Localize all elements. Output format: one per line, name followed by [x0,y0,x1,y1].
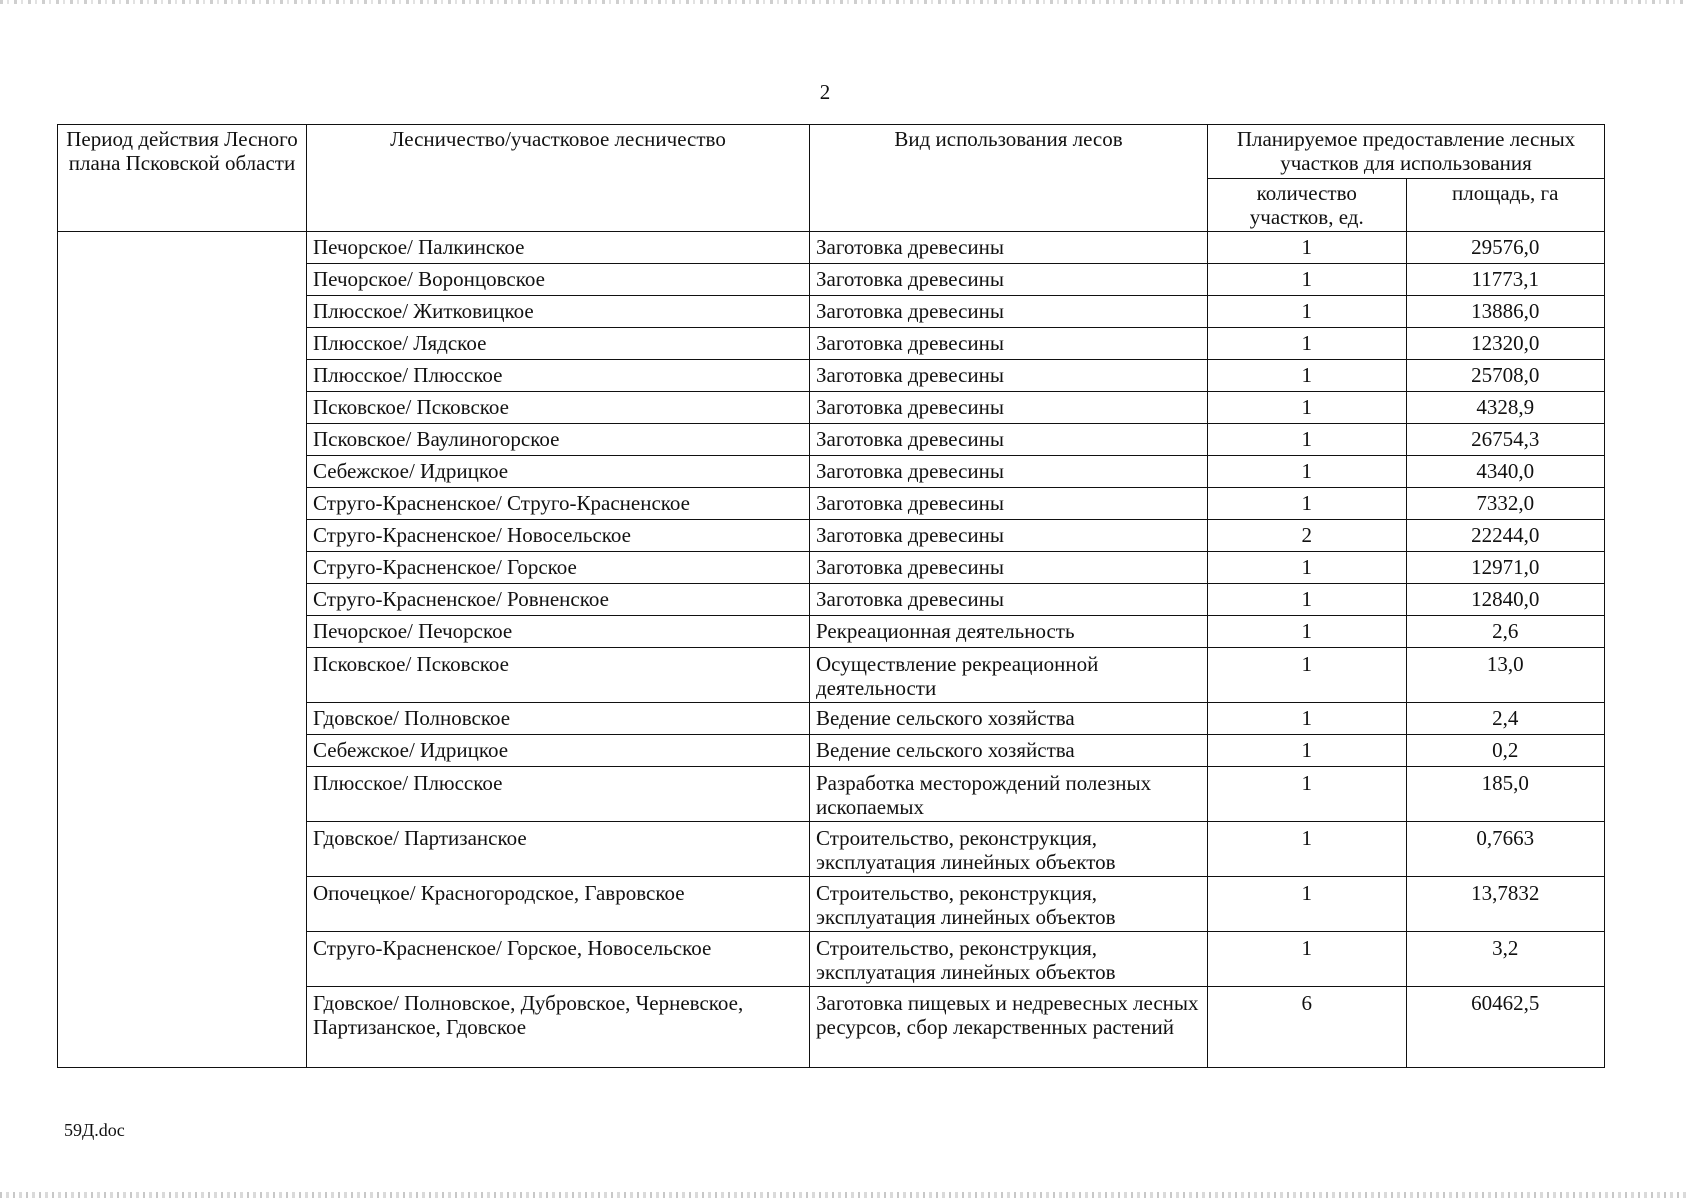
count-cell: 1 [1208,328,1407,360]
district-cell: Струго-Красненское/ Новосельское [307,520,810,552]
header-period: Период действия Лесного плана Псковской области [58,125,307,232]
area-cell: 12320,0 [1406,328,1605,360]
usage-cell: Рекреационная деятельность [810,616,1208,648]
footer-file-name: 59Д.doc [64,1120,125,1140]
area-cell: 4328,9 [1406,392,1605,424]
count-cell: 1 [1208,932,1407,987]
count-cell: 1 [1208,822,1407,877]
count-cell: 1 [1208,392,1407,424]
area-cell: 3,2 [1406,932,1605,987]
scan-edge-top [0,0,1686,4]
count-cell: 1 [1208,616,1407,648]
area-cell: 2,6 [1406,616,1605,648]
area-cell: 4340,0 [1406,456,1605,488]
usage-cell: Осуществление рекреационной деятельности [810,648,1208,703]
district-cell: Плюсское/ Лядское [307,328,810,360]
count-cell: 1 [1208,488,1407,520]
area-cell: 60462,5 [1406,987,1605,1068]
area-cell: 26754,3 [1406,424,1605,456]
usage-cell: Разработка месторождений полезных ископаемых [810,767,1208,822]
area-cell: 12840,0 [1406,584,1605,616]
usage-cell: Заготовка древесины [810,552,1208,584]
period-cell [58,232,307,1068]
header-usage: Вид использования лесов [810,125,1208,232]
district-cell: Струго-Красненское/ Струго-Красненское [307,488,810,520]
usage-cell: Заготовка древесины [810,424,1208,456]
district-cell: Плюсское/ Житковицкое [307,296,810,328]
district-cell: Плюсское/ Плюсское [307,767,810,822]
usage-cell: Заготовка древесины [810,232,1208,264]
area-cell: 2,4 [1406,703,1605,735]
header-area: площадь, га [1406,179,1605,232]
district-cell: Псковское/ Псковское [307,392,810,424]
count-cell: 1 [1208,703,1407,735]
count-cell: 1 [1208,424,1407,456]
area-cell: 7332,0 [1406,488,1605,520]
district-cell: Гдовское/ Партизанское [307,822,810,877]
usage-cell: Строительство, реконструкция, эксплуатация линейных объектов [810,932,1208,987]
usage-cell: Ведение сельского хозяйства [810,703,1208,735]
district-cell: Себежское/ Идрицкое [307,735,810,767]
usage-cell: Заготовка древесины [810,488,1208,520]
header-planned-group: Планируемое предоставление лесных участков для использования [1208,125,1605,179]
area-cell: 29576,0 [1406,232,1605,264]
usage-cell: Заготовка древесины [810,264,1208,296]
district-cell: Себежское/ Идрицкое [307,456,810,488]
district-cell: Опочецкое/ Красногородское, Гавровское [307,877,810,932]
usage-cell: Заготовка древесины [810,360,1208,392]
district-cell: Струго-Красненское/ Ровненское [307,584,810,616]
count-cell: 1 [1208,877,1407,932]
count-cell: 1 [1208,360,1407,392]
count-cell: 1 [1208,648,1407,703]
count-cell: 1 [1208,296,1407,328]
count-cell: 1 [1208,552,1407,584]
district-cell: Псковское/ Псковское [307,648,810,703]
area-cell: 11773,1 [1406,264,1605,296]
area-cell: 13886,0 [1406,296,1605,328]
district-cell: Печорское/ Палкинское [307,232,810,264]
usage-cell: Заготовка древесины [810,392,1208,424]
usage-cell: Заготовка древесины [810,520,1208,552]
area-cell: 25708,0 [1406,360,1605,392]
district-cell: Печорское/ Воронцовское [307,264,810,296]
district-cell: Струго-Красненское/ Горское [307,552,810,584]
area-cell: 22244,0 [1406,520,1605,552]
area-cell: 13,7832 [1406,877,1605,932]
area-cell: 0,7663 [1406,822,1605,877]
page-number: 2 [819,80,831,104]
count-cell: 1 [1208,735,1407,767]
usage-cell: Строительство, реконструкция, эксплуатация линейных объектов [810,822,1208,877]
area-cell: 185,0 [1406,767,1605,822]
count-cell: 6 [1208,987,1407,1068]
count-cell: 1 [1208,232,1407,264]
district-cell: Плюсское/ Плюсское [307,360,810,392]
count-cell: 2 [1208,520,1407,552]
usage-cell: Заготовка пищевых и недревесных лесных ресурсов, сбор лекарственных растений [810,987,1208,1068]
scan-edge-bottom [0,1192,1686,1198]
area-cell: 0,2 [1406,735,1605,767]
district-cell: Печорское/ Печорское [307,616,810,648]
district-cell: Псковское/ Ваулиногорское [307,424,810,456]
forest-plan-table [57,124,1605,1068]
header-district: Лесничество/участковое лесничество [307,125,810,232]
table-row [58,232,1605,264]
count-cell: 1 [1208,456,1407,488]
usage-cell: Строительство, реконструкция, эксплуатация линейных объектов [810,877,1208,932]
district-cell: Струго-Красненское/ Горское, Новосельское [307,932,810,987]
count-cell: 1 [1208,767,1407,822]
count-cell: 1 [1208,264,1407,296]
header-count: количество участков, ед. [1208,179,1407,232]
usage-cell: Заготовка древесины [810,328,1208,360]
usage-cell: Заготовка древесины [810,456,1208,488]
table-header-row [58,125,1605,179]
usage-cell: Заготовка древесины [810,296,1208,328]
district-cell: Гдовское/ Полновское, Дубровское, Черневское, Партизанское, Гдовское [307,987,810,1068]
usage-cell: Ведение сельского хозяйства [810,735,1208,767]
area-cell: 13,0 [1406,648,1605,703]
area-cell: 12971,0 [1406,552,1605,584]
district-cell: Гдовское/ Полновское [307,703,810,735]
usage-cell: Заготовка древесины [810,584,1208,616]
count-cell: 1 [1208,584,1407,616]
